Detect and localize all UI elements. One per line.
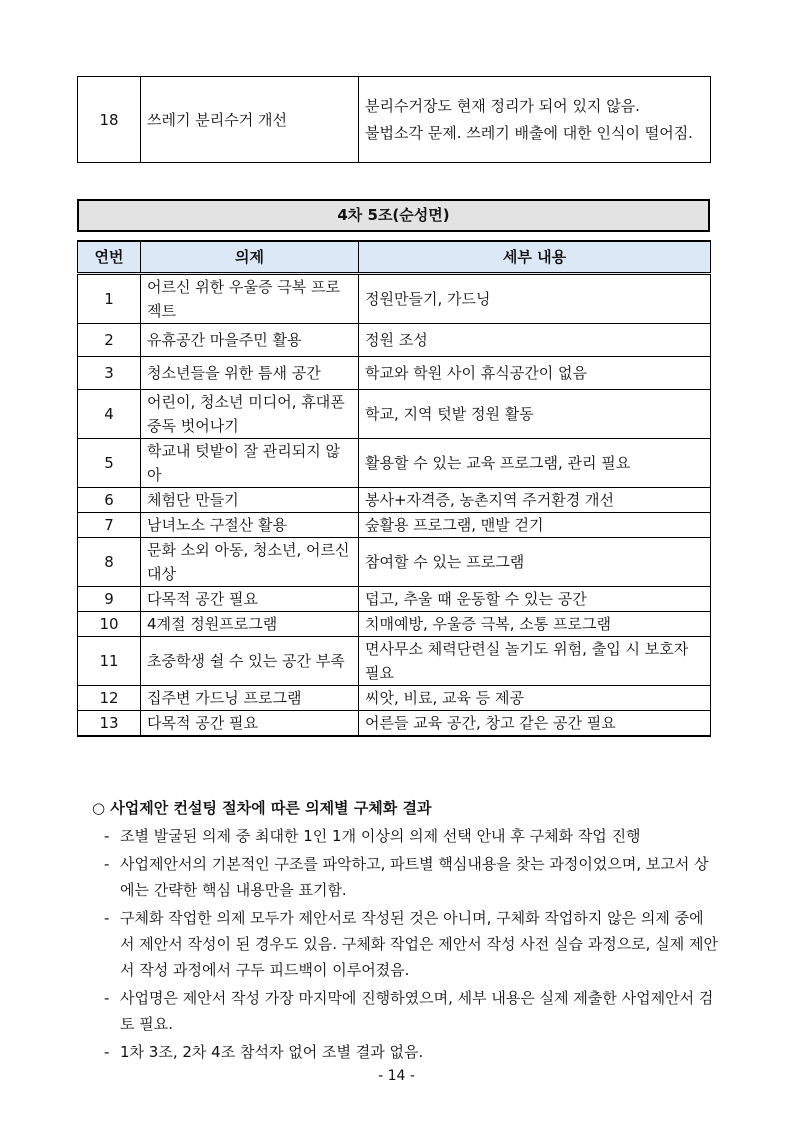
column-header-number: 연번 <box>78 241 141 274</box>
row-number: 8 <box>78 538 141 587</box>
previous-agenda-table <box>77 76 711 163</box>
summary-item: - 구체화 작업한 의제 모두가 제안서로 작성된 것은 아니며, 구체화 작업하지 않은 의제 중에서 제안서 작성이 된 경우도 있음. 구체화 작업은 제안서 작성 사전 실습 과정으로, 실제 제안서 작성 과정에서 구두 피드백이 이루어졌음. <box>104 909 718 979</box>
row-number: 3 <box>78 357 141 390</box>
section-title: 4차 5조(순성면) <box>77 199 710 232</box>
agenda-table <box>77 240 711 737</box>
detail-cell: 참여할 수 있는 프로그램 <box>359 538 711 587</box>
table-row <box>78 637 711 686</box>
row-number: 7 <box>78 513 141 538</box>
agenda-cell: 다목적 공간 필요 <box>141 587 359 612</box>
agenda-cell: 문화 소외 아동, 청소년, 어르신 대상 <box>141 538 359 587</box>
table-row <box>78 513 711 538</box>
detail-cell: 어른들 교육 공간, 창고 같은 공간 필요 <box>359 711 711 737</box>
detail-cell: 치매예방, 우울증 극복, 소통 프로그램 <box>359 612 711 637</box>
detail-cell: 면사무소 체력단련실 놀기도 위험, 출입 시 보호자 필요 <box>359 637 711 686</box>
table-row <box>78 357 711 390</box>
agenda-cell: 남녀노소 구절산 활용 <box>141 513 359 538</box>
table-row <box>78 711 711 737</box>
summary-heading: ○ 사업제안 컨설팅 절차에 따른 의제별 구체화 결과 <box>92 799 432 817</box>
detail-cell: 학교와 학원 사이 휴식공간이 없음 <box>359 357 711 390</box>
row-number: 18 <box>78 77 141 163</box>
agenda-cell: 4계절 정원프로그램 <box>141 612 359 637</box>
agenda-cell: 다목적 공간 필요 <box>141 711 359 737</box>
table-row <box>78 488 711 513</box>
page-number: - 14 - <box>378 1068 415 1084</box>
row-number: 5 <box>78 439 141 488</box>
row-number: 1 <box>78 274 141 324</box>
table-row <box>78 274 711 324</box>
detail-cell: 정원 조성 <box>359 324 711 357</box>
table-row <box>78 612 711 637</box>
agenda-cell: 청소년들을 위한 틈새 공간 <box>141 357 359 390</box>
column-header-agenda: 의제 <box>141 241 359 274</box>
agenda-cell: 체험단 만들기 <box>141 488 359 513</box>
table-row <box>78 77 711 163</box>
detail-cell: 학교, 지역 텃밭 정원 활동 <box>359 390 711 439</box>
agenda-cell: 어르신 위한 우울증 극복 프로젝트 <box>141 274 359 324</box>
table-header-row <box>78 241 711 274</box>
detail-cell: 씨앗, 비료, 교육 등 제공 <box>359 686 711 711</box>
agenda-cell: 유휴공간 마을주민 활용 <box>141 324 359 357</box>
row-number: 10 <box>78 612 141 637</box>
row-number: 2 <box>78 324 141 357</box>
table-row <box>78 686 711 711</box>
summary-item: - 1차 3조, 2차 4조 참석자 없어 조별 결과 없음. <box>104 1043 424 1061</box>
agenda-cell: 어린이, 청소년 미디어, 휴대폰 중독 벗어나기 <box>141 390 359 439</box>
summary-item: - 사업제안서의 기본적인 구조를 파악하고, 파트별 핵심내용을 찾는 과정이었으며, 보고서 상에는 간략한 핵심 내용만을 표기함. <box>104 855 709 899</box>
detail-cell: 숲활용 프로그램, 맨발 걷기 <box>359 513 711 538</box>
row-number: 9 <box>78 587 141 612</box>
summary-item: - 사업명은 제안서 작성 가장 마지막에 진행하였으며, 세부 내용은 실제 제출한 사업제안서 검토 필요. <box>104 989 714 1033</box>
column-header-detail: 세부 내용 <box>359 241 711 274</box>
agenda-cell: 쓰레기 분리수거 개선 <box>141 77 359 163</box>
table-row <box>78 538 711 587</box>
detail-cell <box>359 77 711 163</box>
detail-cell: 활용할 수 있는 교육 프로그램, 관리 필요 <box>359 439 711 488</box>
detail-cell: 덥고, 추울 때 운동할 수 있는 공간 <box>359 587 711 612</box>
row-number: 11 <box>78 637 141 686</box>
table-row <box>78 587 711 612</box>
table-row <box>78 324 711 357</box>
row-number: 4 <box>78 390 141 439</box>
row-number: 13 <box>78 711 141 737</box>
summary-item-text: 1차 3조, 2차 4조 참석자 없어 조별 결과 없음. <box>120 1043 424 1061</box>
summary-item-text: 사업제안서의 기본적인 구조를 파악하고, 파트별 핵심내용을 찾는 과정이었으며, 보고서 상에는 간략한 핵심 내용만을 표기함. <box>120 855 709 899</box>
summary-item-text: 사업명은 제안서 작성 가장 마지막에 진행하였으며, 세부 내용은 실제 제출한 사업제안서 검토 필요. <box>120 989 714 1033</box>
row-number: 12 <box>78 686 141 711</box>
detail-line: 불법소각 문제. 쓰레기 배출에 대한 인식이 떨어짐. <box>365 123 693 142</box>
agenda-cell: 집주변 가드닝 프로그램 <box>141 686 359 711</box>
detail-cell: 봉사+자격증, 농촌지역 주거환경 개선 <box>359 488 711 513</box>
row-number: 6 <box>78 488 141 513</box>
agenda-cell: 초중학생 쉴 수 있는 공간 부족 <box>141 637 359 686</box>
detail-line: 분리수거장도 현재 정리가 되어 있지 않음. <box>365 96 640 115</box>
table-row <box>78 390 711 439</box>
summary-item-text: 구체화 작업한 의제 모두가 제안서로 작성된 것은 아니며, 구체화 작업하지 않은 의제 중에서 제안서 작성이 된 경우도 있음. 구체화 작업은 제안서 작성 사전 실습 과정으로, 실제 제안서 작성 과정에서 구두 피드백이 이루어졌음. <box>120 909 718 979</box>
detail-cell: 정원만들기, 가드닝 <box>359 274 711 324</box>
summary-section <box>92 795 718 1065</box>
agenda-cell: 학교내 텃밭이 잘 관리되지 않아 <box>141 439 359 488</box>
table-row <box>78 439 711 488</box>
summary-item-text: 조별 발굴된 의제 중 최대한 1인 1개 이상의 의제 선택 안내 후 구체화 작업 진행 <box>120 827 641 845</box>
summary-item: - 조별 발굴된 의제 중 최대한 1인 1개 이상의 의제 선택 안내 후 구체화 작업 진행 <box>104 827 641 845</box>
